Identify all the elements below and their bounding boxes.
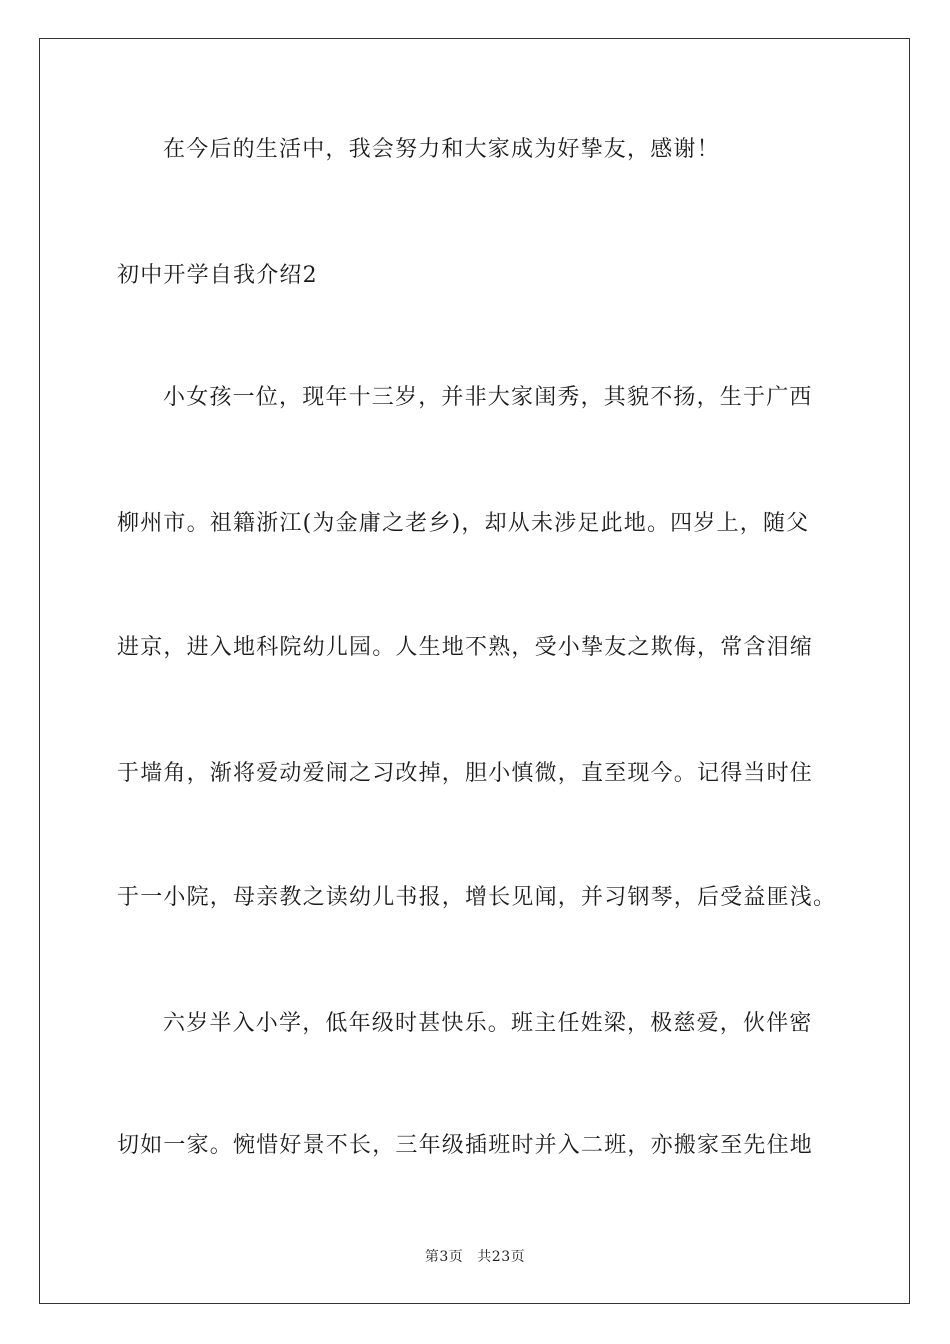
paragraph-line: 柳州市。祖籍浙江(为金庸之老乡)，却从未涉足此地。四岁上，随父 [117,511,810,536]
page-footer [0,1246,950,1266]
page-number: 第3页 [424,1249,464,1265]
paragraph-line: 进京，进入地科院幼儿园。人生地不熟，受小挚友之欺侮，常含泪缩 [117,635,814,660]
paragraph-line: 在今后的生活中，我会努力和大家成为好挚友，感谢！ [163,137,720,162]
paragraph-line: 六岁半入小学，低年级时甚快乐。班主任姓梁，极慈爱，伙伴密 [163,1011,813,1036]
paragraph-line: 于一小院，母亲教之读幼儿书报，增长见闻，并习钢琴，后受益匪浅。 [117,885,837,910]
paragraph-line: 小女孩一位，现年十三岁，并非大家闺秀，其貌不扬，生于广西 [163,385,813,410]
paragraph-line: 切如一家。惋惜好景不长，三年级插班时并入二班，亦搬家至先住地 [117,1133,814,1158]
paragraph-line: 于墙角，渐将爱动爱闹之习改掉，胆小慎微，直至现今。记得当时住 [117,761,814,786]
section-heading: 初中开学自我介绍2 [117,263,318,288]
page-total: 共23页 [477,1249,526,1265]
page-border [39,38,910,1304]
